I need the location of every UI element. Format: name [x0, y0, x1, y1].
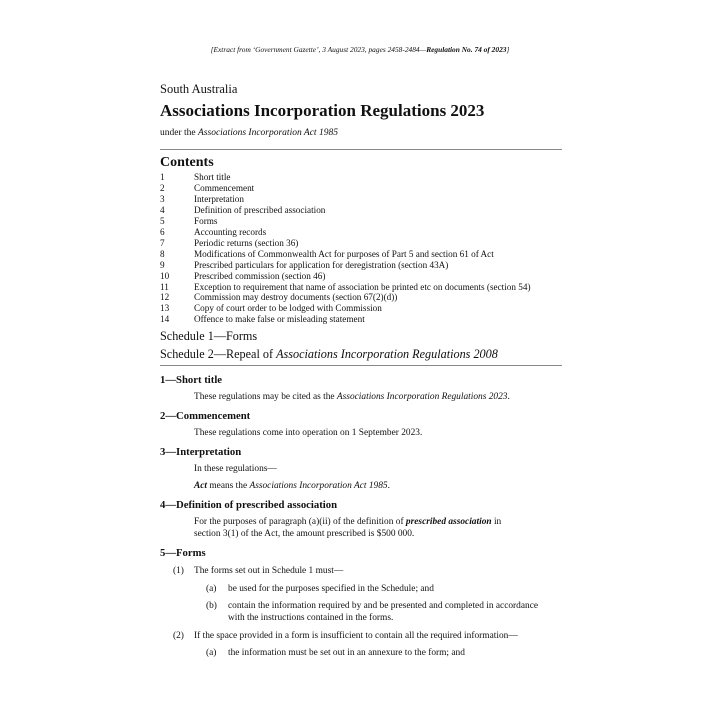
contents-item[interactable]: 1 Short title — [160, 172, 231, 182]
paragraph-number: (a) — [206, 584, 217, 594]
contents-item[interactable]: 12 Commission may destroy documents (section 67(2)(d)) — [160, 292, 398, 303]
regulation-title: Associations Incorporation Regulations 2023 — [160, 101, 485, 120]
divider — [160, 365, 562, 366]
section-heading: 5—Forms — [160, 547, 206, 559]
paragraph-number: (b) — [206, 601, 217, 611]
section-text: In these regulations— — [194, 464, 277, 474]
contents-item[interactable]: 5 Forms — [160, 215, 218, 226]
contents-item[interactable]: 11 Exception to requirement that name of association be printed etc on documents (section 54) — [160, 281, 531, 292]
contents-list — [160, 172, 531, 325]
divider — [160, 149, 562, 150]
section-text: These regulations come into operation on 1 September 2023. — [194, 428, 423, 438]
contents-item[interactable]: 10 Prescribed commission (section 46) — [160, 270, 326, 281]
contents-item[interactable]: 2 Commencement — [160, 182, 255, 193]
contents-item[interactable]: 7 Periodic returns (section 36) — [160, 237, 299, 248]
schedule-1-entry[interactable]: Schedule 1—Forms — [160, 329, 258, 343]
definition: Act means the Associations Incorporation Act 1985. — [194, 481, 390, 491]
section-heading: 3—Interpretation — [160, 446, 242, 458]
contents-item[interactable]: 13 Copy of court order to be lodged with Commission — [160, 303, 382, 314]
contents-item[interactable]: 3 Interpretation — [160, 193, 244, 204]
section-text: be used for the purposes specified in the Schedule; and — [228, 584, 434, 594]
schedule-2-entry[interactable]: Schedule 2—Repeal of Associations Incorporation Regulations 2008 — [160, 347, 498, 361]
section-heading: 2—Commencement — [160, 410, 251, 422]
subsection-number: (2) — [173, 631, 184, 641]
section-text: If the space provided in a form is insufficient to contain all the required information— — [194, 631, 518, 641]
paragraph-number: (a) — [206, 648, 217, 658]
section-text: section 3(1) of the Act, the amount prescribed is $500 000. — [194, 529, 415, 539]
gazette-extract-note: [Extract from ‘Government Gazette’, 3 August 2023, pages 2458-2484—Regulation No. 74 of 2023] — [210, 45, 510, 54]
jurisdiction: South Australia — [160, 82, 238, 96]
under-act-line: under the Associations Incorporation Act 1985 — [160, 128, 338, 138]
section-text: For the purposes of paragraph (a)(ii) of the definition of prescribed association in — [194, 517, 502, 527]
contents-heading: Contents — [160, 155, 214, 170]
subsection-number: (1) — [173, 566, 184, 576]
section-text: These regulations may be cited as the Associations Incorporation Regulations 2023. — [194, 392, 510, 402]
section-text: the information must be set out in an annexure to the form; and — [228, 648, 465, 658]
contents-item[interactable]: 8 Modifications of Commonwealth Act for purposes of Part 5 and section 61 of Act — [160, 248, 494, 259]
section-heading: 1—Short title — [160, 374, 223, 386]
section-text: The forms set out in Schedule 1 must— — [194, 566, 344, 576]
contents-item[interactable]: 4 Definition of prescribed association — [160, 204, 326, 215]
section-heading: 4—Definition of prescribed association — [160, 499, 338, 511]
contents-item[interactable]: 6 Accounting records — [160, 226, 267, 237]
section-text: contain the information required by and be presented and completed in accordance — [228, 601, 539, 611]
contents-item[interactable]: 14 Offence to make false or misleading statement — [160, 314, 365, 325]
section-text: with the instructions contained in the forms. — [228, 613, 394, 623]
contents-item[interactable]: 9 Prescribed particulars for application for deregistration (section 43A) — [160, 259, 449, 270]
